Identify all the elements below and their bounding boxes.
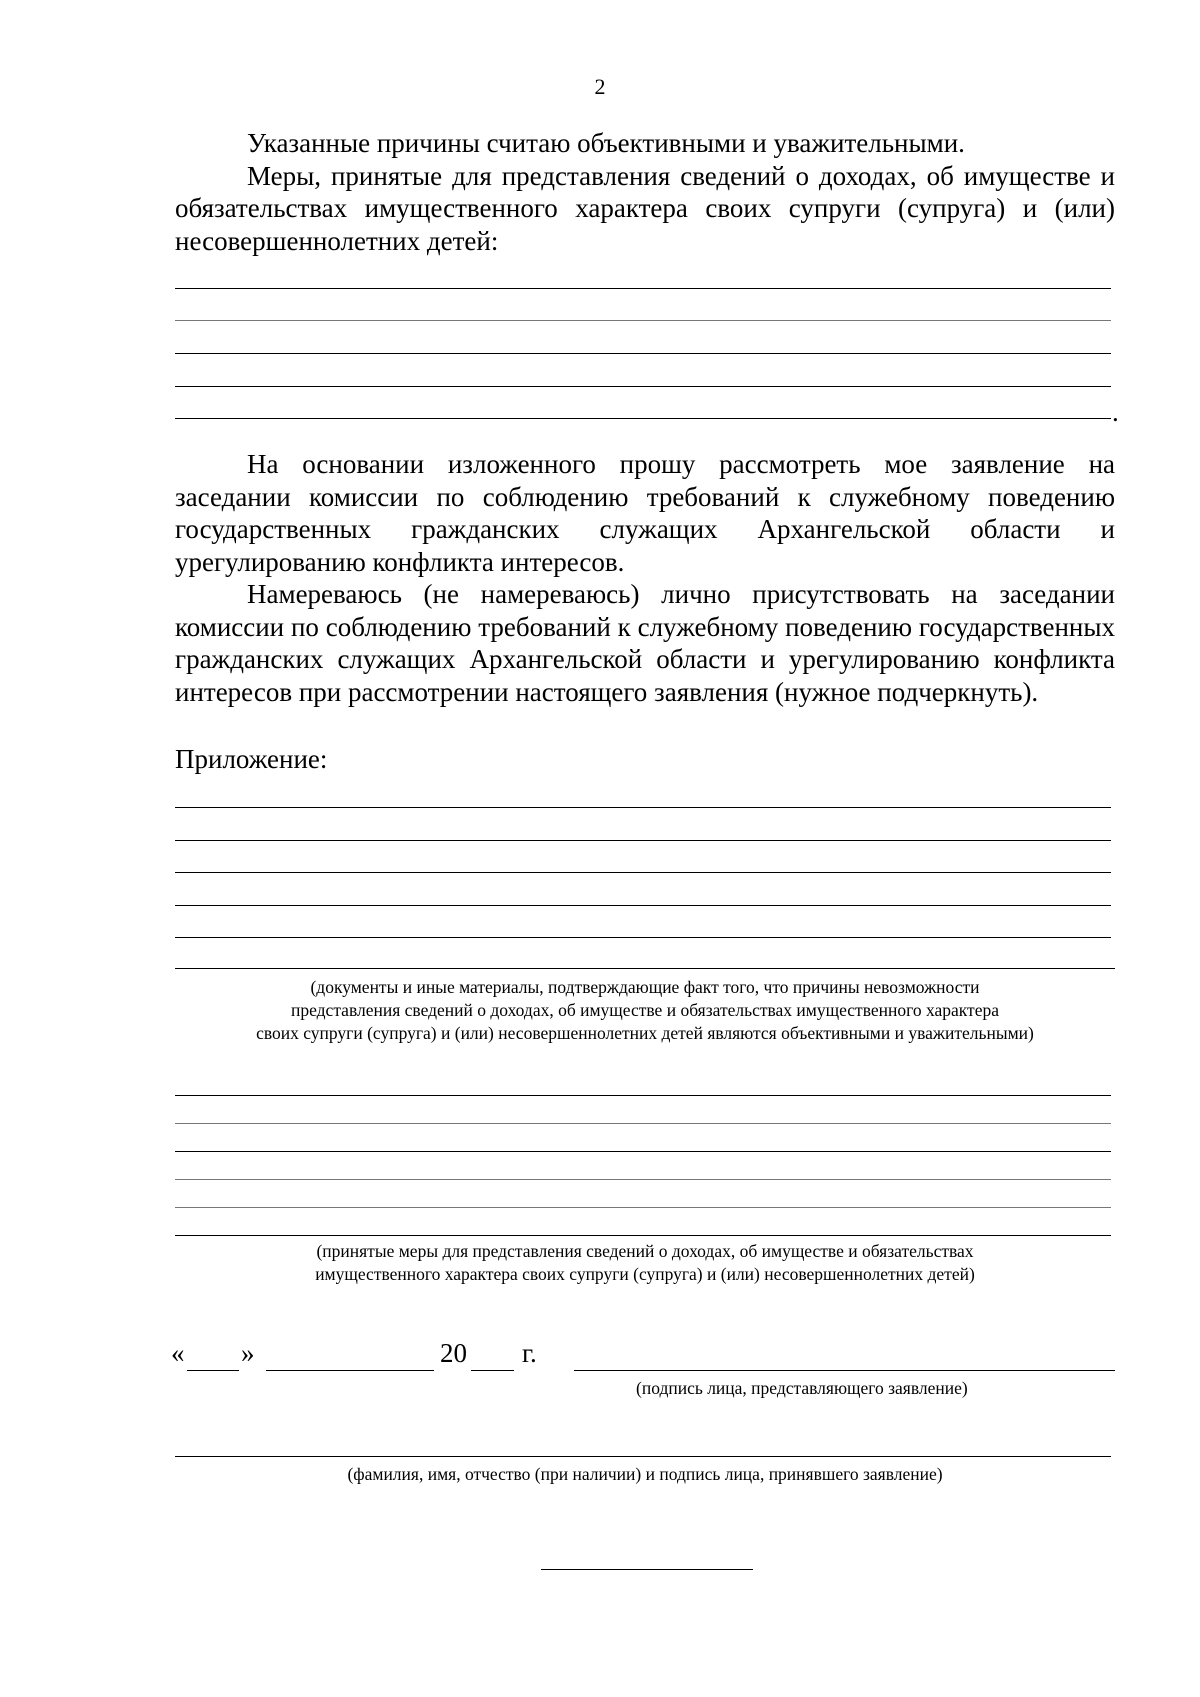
request-paragraph [175, 448, 1115, 708]
page-number: 2 [594, 74, 606, 99]
measures-taken-blank-line[interactable] [175, 1151, 1111, 1152]
reasons-paragraph [175, 127, 1115, 257]
documents-caption-line: (документы и иные материалы, подтверждающие факт того, что причины невозможности [310, 977, 980, 997]
attachment-label: Приложение: [175, 744, 328, 774]
attachment-blank-line[interactable] [175, 968, 1115, 969]
measures-taken-blank-line[interactable] [175, 1179, 1111, 1180]
reasons-line [175, 127, 1115, 160]
end-of-document-rule [541, 1569, 753, 1570]
receiver-field[interactable] [175, 1456, 1111, 1457]
month-field[interactable] [266, 1370, 434, 1371]
documents-caption-line: представления сведений о доходах, об имуществе и обязательствах имущественного характера [291, 1000, 999, 1020]
day-field[interactable] [187, 1370, 239, 1371]
year-suffix: г. [522, 1338, 537, 1368]
reasons-text: Указанные причины считаю объективными и уважительными. [247, 128, 965, 158]
measures-taken-blank-line[interactable] [175, 1095, 1111, 1096]
measures-caption-line: (принятые меры для представления сведений о доходах, об имуществе и обязательствах [316, 1241, 974, 1261]
request-text: На основании изложенного прошу рассмотреть мое заявление на заседании комиссии по соблюдению требований к служебному поведению государственных гражданских служащих Архангельской области и урегулированию конфликта интересов. [175, 449, 1115, 577]
measures-intro [175, 160, 1115, 258]
date-open-quote: « [171, 1338, 185, 1368]
date-close-quote: » [241, 1338, 255, 1368]
measures-taken-blank-line[interactable] [175, 1123, 1111, 1124]
measures-blank-line[interactable] [175, 418, 1111, 419]
measures-blank-line[interactable] [175, 386, 1111, 387]
measures-caption [175, 1240, 1115, 1286]
applicant-signature-field[interactable] [574, 1370, 1115, 1371]
request-line [175, 448, 1115, 578]
documents-caption-line: своих супруги (супруга) и (или) несовершеннолетних детей являются объективными и уважительными) [256, 1023, 1034, 1043]
attachment-blank-line[interactable] [175, 807, 1111, 808]
attachment-blank-line[interactable] [175, 872, 1111, 873]
receiver-caption: (фамилия, имя, отчество (при наличии) и подпись лица, принявшего заявление) [347, 1464, 943, 1484]
attendance-line [175, 578, 1115, 708]
documents-caption [175, 976, 1115, 1045]
measures-blank-line[interactable] [175, 288, 1111, 289]
measures-intro-text: Меры, принятые для представления сведений о доходах, об имуществе и обязательствах имущественного характера своих супруги (супруга) и (или) несовершеннолетних детей: [175, 160, 1115, 256]
measures-caption-line: имущественного характера своих супруги (супруга) и (или) несовершеннолетних детей) [315, 1264, 975, 1284]
attachment-blank-line[interactable] [175, 840, 1111, 841]
signature-caption: (подпись лица, представляющего заявление) [636, 1378, 968, 1398]
year-field[interactable] [471, 1370, 514, 1371]
attachment-blank-line[interactable] [175, 905, 1111, 906]
measures-taken-blank-line[interactable] [175, 1235, 1111, 1236]
attendance-text: Намереваюсь (не намереваюсь) лично присутствовать на заседании комиссии по соблюдению требований к служебному поведению государственных гражданских служащих Архангельской области и урегулированию конфликта интересов при рассмотрении настоящего заявления (нужное подчеркнуть). [175, 579, 1115, 707]
measures-taken-blank-line[interactable] [175, 1207, 1111, 1208]
blank-end-period: . [1112, 397, 1119, 427]
attachment-blank-line[interactable] [175, 937, 1111, 938]
measures-blank-line[interactable] [175, 353, 1111, 354]
measures-blank-line[interactable] [175, 320, 1111, 321]
year-prefix: 20 [440, 1338, 467, 1368]
